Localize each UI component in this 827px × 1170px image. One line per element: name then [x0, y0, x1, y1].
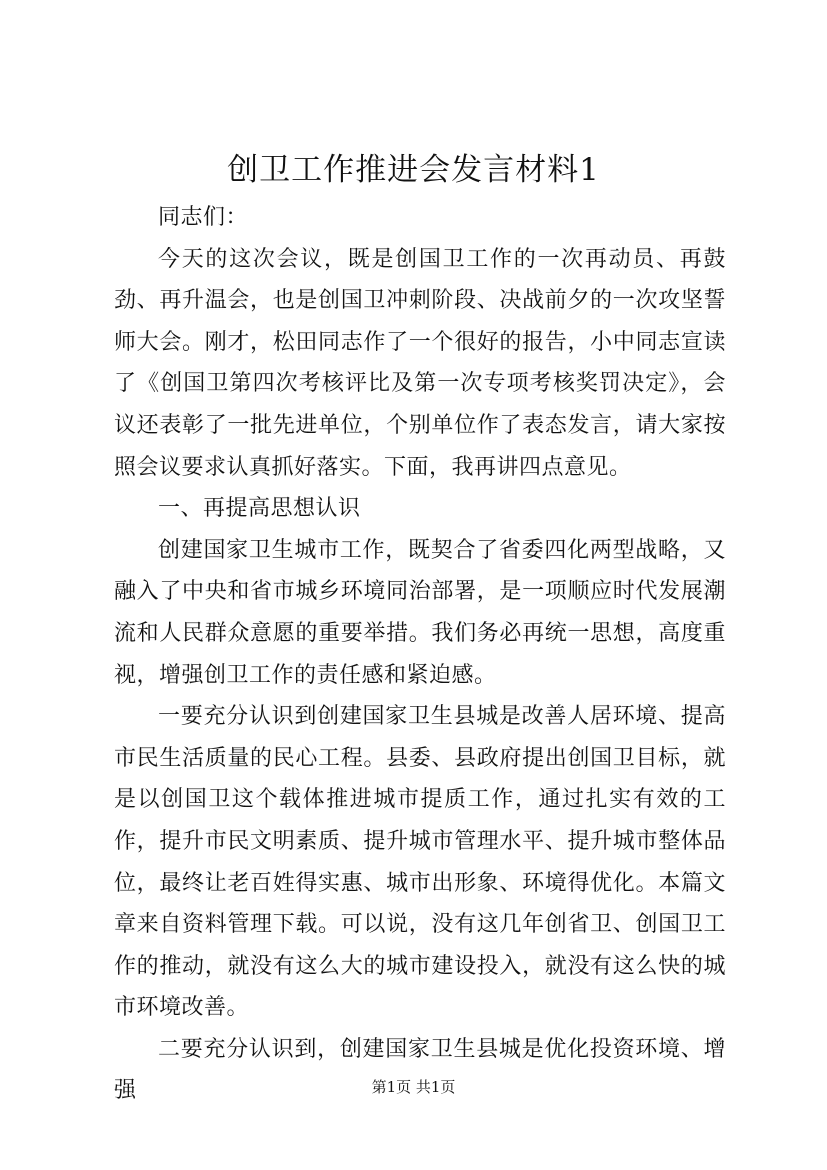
body-paragraph: 一要充分认识到创建国家卫生县城是改善人居环境、提高市民生活质量的民心工程。县委、县政府提出创国卫目标，就是以创国卫这个载体推进城市提质工作，通过扎实有效的工作，提升市民文明素质、提升城市管理水平、提升城市整体品位，最终让老百姓得实惠、城市出形象、环境得优化。本篇文章来自资料管理下载。可以说，没有这几年创省卫、创国卫工作的推动，就没有这么大的城市建设投入，就没有这么快的城市环境改善。: [114, 704, 726, 1021]
body-paragraph: 二要充分认识到，创建国家卫生县城是优化投资环境、增强: [114, 1036, 726, 1104]
salutation-paragraph: 同志们：: [158, 205, 249, 230]
document-title: 创卫工作推进会发言材料1: [227, 152, 600, 188]
body-paragraph: 今天的这次会议，既是创国卫工作的一次再动员、再鼓劲、再升温会，也是创国卫冲刺阶段、决战前夕的一次攻坚誓师大会。刚才，松田同志作了一个很好的报告，小中同志宣读了《创国卫第四次考核评比及第一次专项考核奖罚决定》，会议还表彰了一批先进单位，个别单位作了表态发言，请大家按照会议要求认真抓好落实。下面，我再讲四点意见。: [114, 246, 726, 480]
body-paragraph: 创建国家卫生城市工作，既契合了省委四化两型战略，又融入了中央和省市城乡环境同治部署，是一项顺应时代发展潮流和人民群众意愿的重要举措。我们务必再统一思想，高度重视，增强创卫工作的责任感和紧迫感。: [114, 537, 726, 688]
section-heading: 一、再提高思想认识: [158, 496, 361, 522]
document-body: [114, 197, 726, 1112]
page-footer: 第1页 共1页: [371, 1078, 456, 1096]
